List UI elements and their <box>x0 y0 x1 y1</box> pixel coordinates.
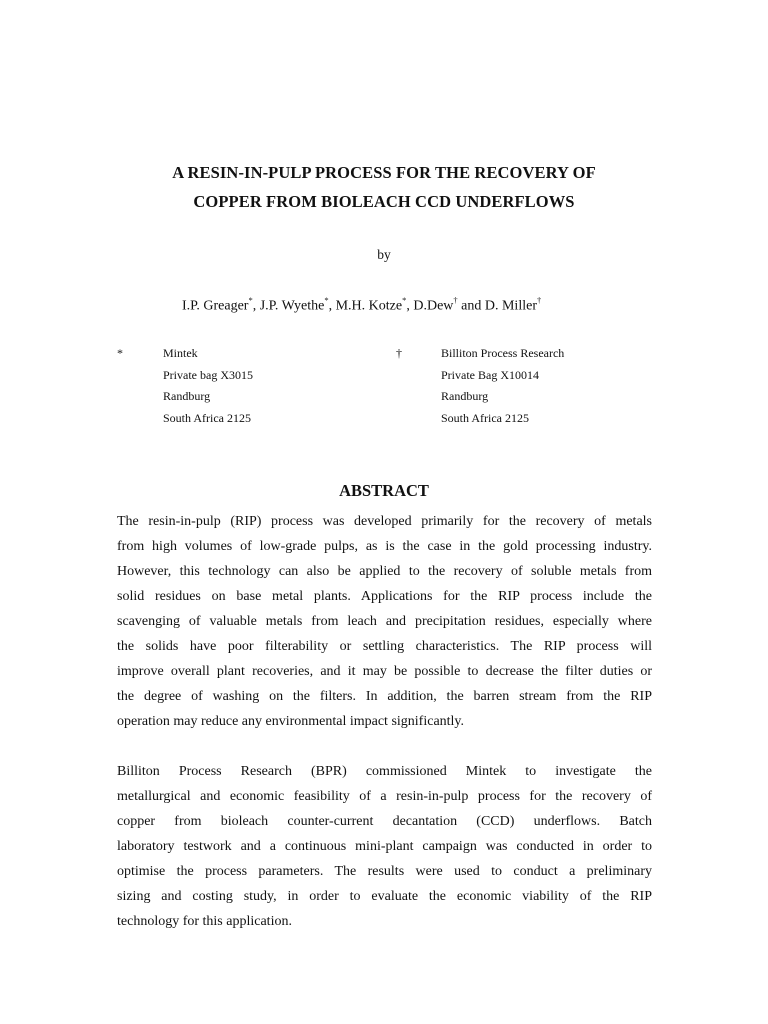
author-mark: † <box>536 295 542 305</box>
author-mark: † <box>453 295 458 305</box>
abstract-heading: ABSTRACT <box>339 481 429 500</box>
text-line: The resin-in-pulp (RIP) process was developed primarily for the recovery of metals <box>117 514 652 529</box>
text-line: from high volumes of low-grade pulps, as is the case in the gold processing industry. <box>117 539 652 554</box>
abstract-paragraph-1 <box>117 509 652 734</box>
text-line: technology for this application. <box>117 914 292 929</box>
text-line: the solids have poor filterability or settling characteristics. The RIP process will <box>117 639 652 654</box>
text-line: However, this technology can also be applied to the recovery of soluble metals from <box>117 564 652 579</box>
author-list: I.P. Greager*, J.P. Wyethe*, M.H. Kotze*, D.Dew† and D. Miller† <box>182 295 542 314</box>
text-line: metallurgical and economic feasibility of a resin-in-pulp process for the recovery of <box>117 789 652 804</box>
author-mark: * <box>402 295 407 305</box>
affiliation-mark: * <box>117 346 123 360</box>
affiliation-line: South Africa 2125 <box>441 410 529 425</box>
affiliation-line: Randburg <box>441 389 489 403</box>
affiliation-line: Mintek <box>163 346 198 360</box>
author-mark: * <box>324 295 329 305</box>
title-line: A RESIN-IN-PULP PROCESS FOR THE RECOVERY OF <box>172 163 596 182</box>
affiliation-mark: † <box>396 346 402 360</box>
text-line: scavenging of valuable metals from leach and precipitation residues, especially where <box>117 614 652 629</box>
author-name: M.H. Kotze <box>335 298 403 314</box>
author-name: J.P. Wyethe <box>259 298 325 314</box>
text-line: the degree of washing on the filters. In addition, the barren stream from the RIP <box>117 689 652 704</box>
by-line: by <box>377 247 391 262</box>
author-name: D. Miller <box>484 298 537 314</box>
text-line: solid residues on base metal plants. Applications for the RIP process include the <box>117 589 652 604</box>
affiliation-line: Private bag X3015 <box>163 367 253 382</box>
text-line: optimise the process parameters. The results were used to conduct a preliminary <box>117 864 652 879</box>
text-line: laboratory testwork and a continuous mini-plant campaign was conducted in order to <box>117 839 652 854</box>
text-line: operation may reduce any environmental impact significantly. <box>117 714 465 729</box>
affiliation-line: South Africa 2125 <box>163 410 251 425</box>
title-line: COPPER FROM BIOLEACH CCD UNDERFLOWS <box>193 192 575 211</box>
author-name: I.P. Greager <box>182 298 249 314</box>
text-line: Billiton Process Research (BPR) commissioned Mintek to investigate the <box>117 764 652 779</box>
affiliation-line: Billiton Process Research <box>441 346 565 360</box>
text-line: sizing and costing study, in order to evaluate the economic viability of the RIP <box>117 889 652 904</box>
text-line: copper from bioleach counter-current decantation (CCD) underflows. Batch <box>117 814 652 829</box>
abstract-paragraph-2 <box>117 759 652 934</box>
affiliation-line: Randburg <box>163 389 211 403</box>
affiliation-line: Private Bag X10014 <box>441 367 539 382</box>
author-mark: * <box>248 295 253 305</box>
affiliation-mintek <box>163 343 253 429</box>
text-line: improve overall plant recoveries, and it may be possible to decrease the filter duties or <box>117 664 652 679</box>
affiliation-billiton <box>441 343 564 429</box>
author-name: D.Dew <box>413 298 454 314</box>
